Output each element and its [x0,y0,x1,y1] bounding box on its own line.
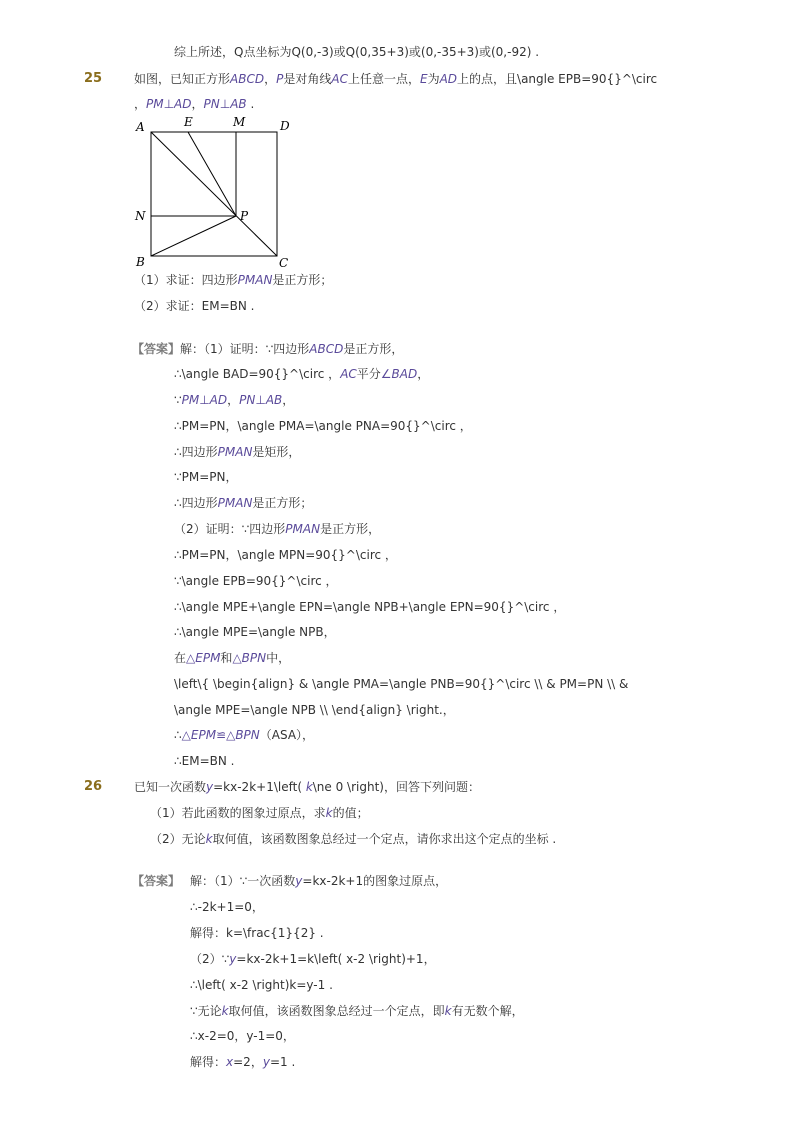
text: =1 . [269,1055,296,1069]
math: PM⊥AD [146,97,192,111]
text: =2， [233,1055,263,1069]
q26-answer-line-4 [190,951,436,967]
square-geometry-figure [132,114,302,274]
text: =kx-2k+1的图象过原点， [302,874,448,888]
text: 是正方形； [272,273,333,287]
q26-answer-line-5: ∴\left( x-2 \right)k=y-1 . [190,978,333,992]
math: PMAN [285,522,321,536]
math: PN⊥AB [203,97,247,111]
q25-answer-line-8 [174,521,380,537]
label-b: B [136,255,145,269]
text: （2）∵ [190,952,230,966]
answer-tag: 【答案】 [132,874,181,888]
math: P [276,72,284,86]
text: \ne 0 \right)，回答下列问题： [312,780,480,794]
math: PMAN [217,496,253,510]
math: k [221,1004,229,1018]
text: =kx-2k+1=k\left( x-2 \right)+1， [236,952,436,966]
q25-answer-line-10: ∵\angle EPB=90{}^\circ ， [174,574,338,588]
text: ∵ [174,393,182,407]
q25-answer-line-13 [174,650,290,666]
math: k [205,832,213,846]
text: ， [191,97,204,111]
math: AC [331,72,348,86]
q26-answer-line-7: ∴x-2=0，y-1=0， [190,1029,295,1043]
q25-answer-line-11: ∴\angle MPE+\angle EPN=\angle NPB+\angle EPN=90{}^\circ ， [174,600,566,614]
text: 有无数个解， [451,1004,524,1018]
text: 解：（1）证明：∵四边形 [180,342,310,356]
text: =kx-2k+1\left( [213,780,306,794]
text: 在 [174,651,187,665]
text: 是正方形； [252,496,313,510]
q25-answer-line-6: ∵PM=PN， [174,470,238,484]
q25-answer-line-17: ∴EM=BN . [174,754,235,768]
math: △EPM [186,651,221,665]
q26-part-2 [150,831,556,847]
text: ∴ [174,728,182,742]
q25-answer-line-9: ∴PM=PN，\angle MPN=90{}^\circ ， [174,548,397,562]
q26-answer-tag [132,873,180,889]
text: （2）无论 [150,832,206,846]
question-number-26: 26 [84,779,103,794]
q25-answer-line-16 [174,727,314,743]
text: （1）若此函数的图象过原点，求 [150,806,326,820]
text: 解得： [190,1055,227,1069]
math: △BPN [232,651,267,665]
text: ， [282,393,295,407]
summary-line: 综上所述，Q点坐标为Q(0,-3)或Q(0,35+3)或(0,-35+3)或(0,-92) . [174,45,540,59]
q25-stem-line-2 [134,96,254,112]
text: 如图，已知正方形 [134,72,231,86]
math: y [262,1055,270,1069]
text: ， [264,72,277,86]
math: PN⊥AB [239,393,283,407]
label-d: D [280,119,290,133]
text: 已知一次函数 [134,780,207,794]
text: 是正方形， [320,522,381,536]
q25-answer-line-2 [174,366,429,382]
q25-stem-line-1 [134,71,657,87]
math: ABCD [230,72,265,86]
text: 上的点，且\angle EPB=90{}^\circ [457,72,658,86]
q26-answer-line-6 [190,1003,524,1019]
math: y [229,952,237,966]
text: 是对角线 [283,72,332,86]
math: y [206,780,214,794]
label-a: A [136,120,145,134]
text: 为 [427,72,440,86]
q25-answer-line-3 [174,392,294,408]
label-n: N [135,209,146,223]
text: （ASA）， [259,728,315,742]
text: ∴四边形 [174,445,218,459]
q26-answer-line-2: ∴-2k+1=0， [190,900,264,914]
math: k [305,780,313,794]
label-m: M [233,115,246,129]
text: （1）求证：四边形 [134,273,238,287]
question-number-25: 25 [84,71,103,86]
q25-answer-line-1 [132,341,403,357]
text: ∴四边形 [174,496,218,510]
text: 取何值，该函数图象总经过一个定点，请你求出这个定点的坐标 . [212,832,557,846]
text: 解：（1）∵一次函数 [190,874,296,888]
text: 中， [266,651,291,665]
text: 是矩形， [252,445,301,459]
q26-part-1 [150,805,369,821]
math: E [419,72,428,86]
math: PMAN [237,273,273,287]
text: ， [227,393,240,407]
segment-ep [188,132,236,216]
math: ∠BAD [380,367,418,381]
math: y [295,874,303,888]
math: x [226,1055,234,1069]
math: AD [439,72,458,86]
q25-answer-line-7 [174,495,312,511]
q25-answer-line-4: ∴PM=PN，\angle PMA=\angle PNA=90{}^\circ ， [174,419,472,433]
text: 取何值，该函数图象总经过一个定点，即 [228,1004,445,1018]
segment-bp [151,216,236,256]
q25-part-2: （2）求证：EM=BN . [134,299,255,313]
q25-answer-line-5 [174,444,300,460]
math: k [444,1004,452,1018]
text: 是正方形， [343,342,404,356]
text: 上任意一点， [347,72,420,86]
q26-answer-line-1 [190,873,447,889]
label-c: C [279,256,289,270]
q26-answer-line-3: 解得：k=\frac{1}{2} . [190,926,324,940]
text: 和 [220,651,233,665]
q26-stem [134,779,480,795]
text: （2）证明：∵四边形 [174,522,286,536]
text: ， [134,97,147,111]
q25-answer-line-15: \angle MPE=\angle NPB \\ \end{align} \right.， [174,703,455,717]
label-p: P [240,209,249,223]
diagonal-ac [151,132,277,256]
math: PM⊥AD [181,393,228,407]
label-e: E [184,115,193,129]
answer-tag: 【答案】 [132,342,181,356]
text: 的值； [332,806,369,820]
q25-answer-line-12: ∴\angle MPE=\angle NPB， [174,625,336,639]
math: ABCD [309,342,344,356]
text: . [246,97,255,111]
math: k [325,806,333,820]
text: ∵无论 [190,1004,222,1018]
q26-answer-line-8 [190,1054,295,1070]
math: PMAN [217,445,253,459]
math: AC [340,367,357,381]
q25-part-1 [134,272,332,288]
text: 平分 [356,367,381,381]
math: △EPM≌△BPN [181,728,260,742]
text: ， [417,367,430,381]
text: ∴\angle BAD=90{}^\circ ， [174,367,341,381]
q25-answer-line-14: \left\{ \begin{align} & \angle PMA=\angle PNB=90{}^\circ \\ & PM=PN \\ & [174,677,629,691]
